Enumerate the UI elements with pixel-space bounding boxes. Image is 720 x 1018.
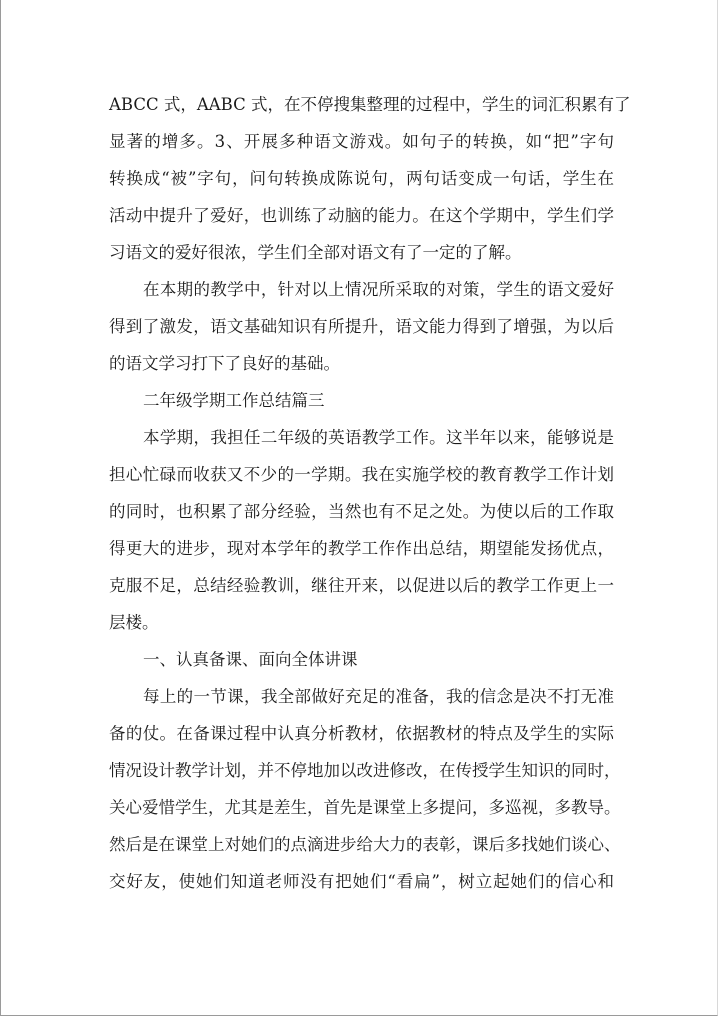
text-line: 显著的增多。3、开展多种语文游戏。如句子的转换，如“把”字句 (109, 132, 614, 151)
text-line: 习语文的爱好很浓，学生们全部对语文有了一定的了解。 (109, 243, 522, 262)
text-line: 的语文学习打下了良好的基础。 (109, 354, 340, 373)
paragraph (109, 86, 631, 271)
text-line: 在本期的教学中，针对以上情况所采取的对策，学生的语文爱好 (143, 280, 614, 299)
heading-text: 一、认真备课、面向全体讲课 (143, 650, 358, 669)
text-line: 情况设计教学计划，并不停地加以改进修改，在传授学生知识的同时， (109, 761, 621, 780)
text-line: 克服不足，总结经验教训，继往开来，以促进以后的教学工作更上一 (109, 576, 614, 595)
text-line: 本学期，我担任二年级的英语教学工作。这半年以来，能够说是 (143, 428, 614, 447)
heading-text: 二年级学期工作总结篇三 (143, 391, 325, 410)
text-line: 得到了激发，语文基础知识有所提升，语文能力得到了增强，为以后 (109, 317, 614, 336)
text-line: 活动中提升了爱好，也训练了动脑的能力。在这个学期中，学生们学 (109, 206, 614, 225)
text-line: 转换成“被”字句，问句转换成陈说句，两句话变成一句话，学生在 (109, 169, 614, 188)
paragraph (109, 419, 614, 641)
text-line: 担心忙碌而收获又不少的一学期。我在实施学校的教育教学工作计划 (109, 465, 614, 484)
subsection-heading (109, 641, 614, 678)
paragraph (109, 271, 614, 382)
section-heading (109, 382, 614, 419)
text-line: 交好友，使她们知道老师没有把她们“看扁”，树立起她们的信心和 (109, 872, 614, 891)
text-line: 的同时，也积累了部分经验，当然也有不足之处。为使以后的工作取 (109, 502, 614, 521)
paragraph (109, 678, 621, 900)
text-line: 每上的一节课，我全部做好充足的准备，我的信念是决不打无准 (143, 687, 614, 706)
text-line: 得更大的进步，现对本学年的教学工作作出总结，期望能发扬优点， (109, 539, 614, 558)
text-line: ABCC 式，AABC 式，在不停搜集整理的过程中，学生的词汇积累有了 (109, 95, 631, 114)
text-line: 层楼。 (109, 613, 159, 632)
text-line: 然后是在课堂上对她们的点滴进步给大力的表彰，课后多找她们谈心、 (109, 835, 621, 854)
text-line: 关心爱惜学生，尤其是差生，首先是课堂上多提问，多巡视，多教导。 (109, 798, 621, 817)
text-line: 备的仗。在备课过程中认真分析教材，依据教材的特点及学生的实际 (109, 724, 614, 743)
document-body (109, 86, 631, 900)
